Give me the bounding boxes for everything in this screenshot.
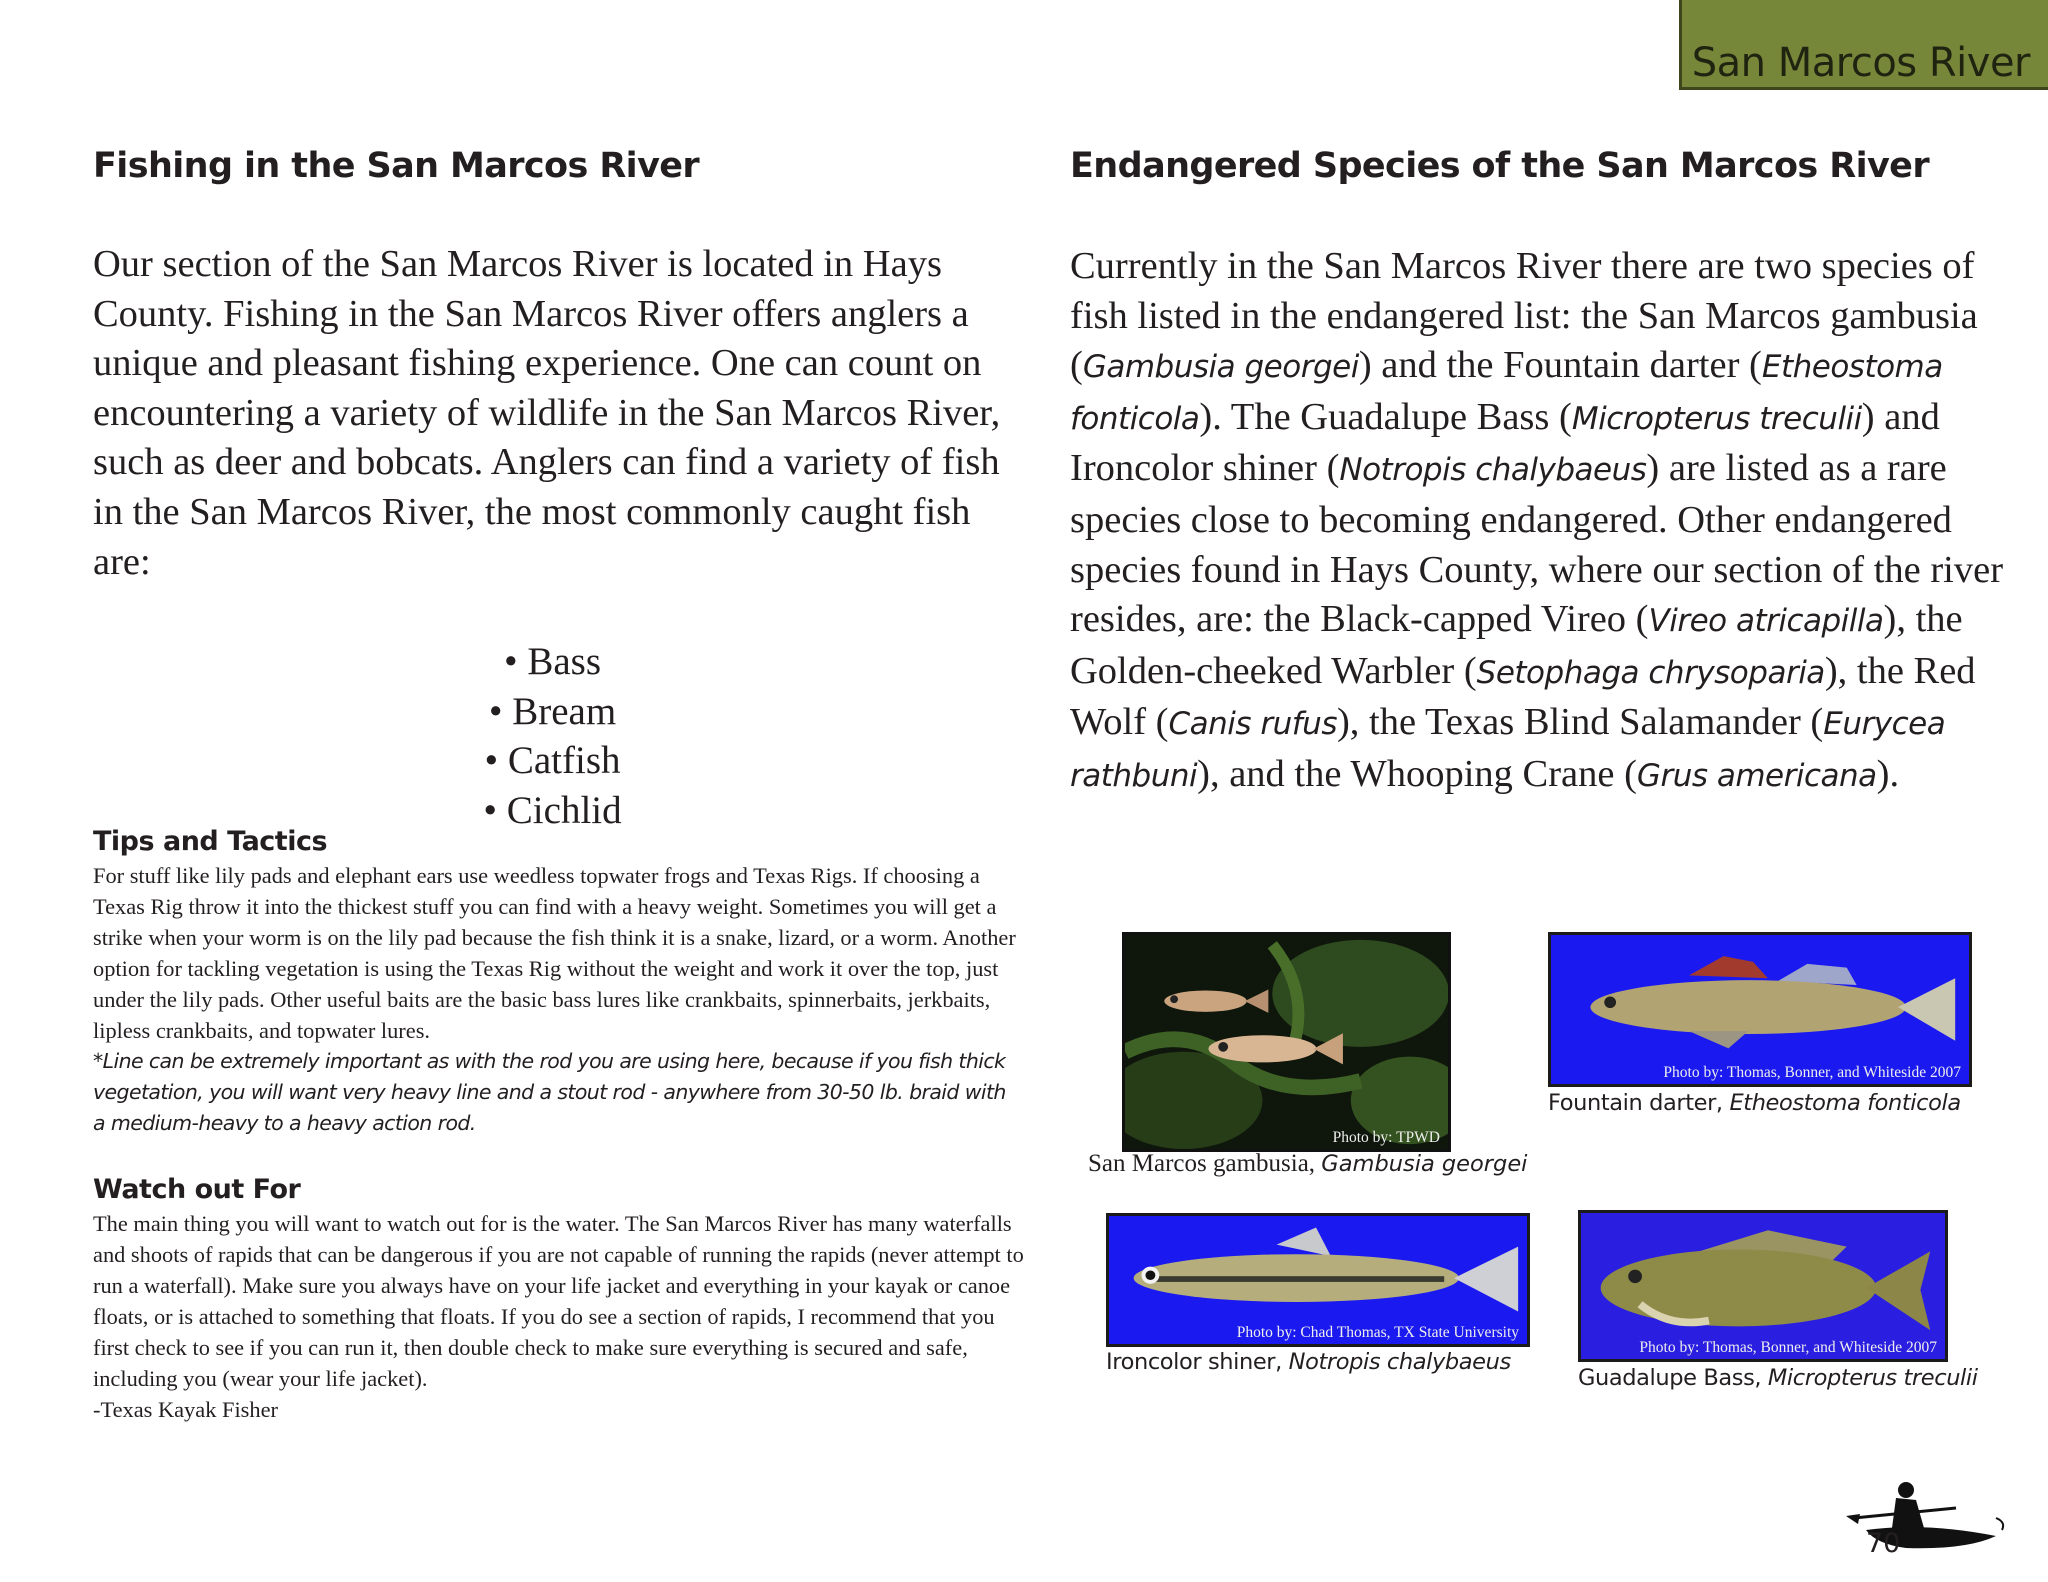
paragraph-text: ), the Texas Blind Salamander ( bbox=[1336, 701, 1824, 744]
caption-common: San Marcos gambusia, bbox=[1088, 1150, 1322, 1177]
shiner-caption bbox=[1106, 1349, 1511, 1375]
species-name: Vireo atricapilla bbox=[1648, 603, 1884, 640]
paragraph-text: ), and the Whooping Crane ( bbox=[1197, 752, 1637, 795]
tips-body bbox=[93, 860, 1023, 1139]
gambusia-caption bbox=[1088, 1150, 1527, 1178]
caption-scientific: Etheostoma fonticola bbox=[1729, 1090, 1961, 1116]
bass-photo bbox=[1578, 1210, 1948, 1362]
darter-image bbox=[1551, 935, 1969, 1084]
paragraph-text: Currently in the San Marcos River there are two species of fish listed in the endangered list: the San Marcos gambusia ( bbox=[1070, 245, 1978, 387]
fishing-heading: Fishing in the San Marcos River bbox=[93, 146, 700, 186]
paragraph-text: ) and Ironcolor shiner ( bbox=[1070, 395, 1940, 490]
paragraph-text: ) and the Fountain darter ( bbox=[1358, 344, 1762, 387]
species-name: Canis rufus bbox=[1168, 706, 1337, 743]
photo-credit: Photo by: Chad Thomas, TX State University bbox=[1236, 1324, 1519, 1341]
shiner-photo bbox=[1106, 1213, 1530, 1347]
watch-body bbox=[93, 1208, 1028, 1425]
list-item: • Catfish bbox=[0, 736, 1105, 786]
page-number: 70 bbox=[1866, 1528, 1901, 1559]
caption-scientific: Micropterus treculii bbox=[1767, 1365, 1978, 1391]
list-item: • Cichlid bbox=[0, 786, 1105, 836]
gambusia-photo bbox=[1122, 932, 1451, 1152]
paragraph-text: ) are listed as a rare species close to becoming endangered. Other endangered species found in Hays County, where our section of the river resides, are: the Black-capped Vireo ( bbox=[1070, 447, 2004, 641]
watch-heading: Watch out For bbox=[93, 1174, 301, 1205]
caption-common: Guadalupe Bass, bbox=[1578, 1365, 1768, 1391]
bass-caption bbox=[1578, 1365, 1978, 1391]
endangered-heading: Endangered Species of the San Marcos River bbox=[1070, 146, 1929, 186]
list-item: • Bass bbox=[0, 637, 1105, 687]
watch-signature: -Texas Kayak Fisher bbox=[93, 1397, 278, 1422]
darter-photo bbox=[1548, 932, 1972, 1087]
photo-credit: Photo by: TPWD bbox=[1332, 1129, 1440, 1146]
list-item: • Bream bbox=[0, 687, 1105, 737]
caption-scientific: Notropis chalybaeus bbox=[1288, 1349, 1511, 1375]
species-name: Eurycea rathbuni bbox=[1070, 706, 1946, 794]
caption-scientific: Gambusia georgei bbox=[1321, 1151, 1528, 1177]
species-name: Etheostoma fonticola bbox=[1070, 349, 1943, 437]
photo-credit: Photo by: Thomas, Bonner, and Whiteside 2007 bbox=[1663, 1064, 1961, 1081]
fishing-intro: Our section of the San Marcos River is located in Hays County. Fishing in the San Marcos River offers anglers a unique and pleasant fishing experience. One can count on encountering a variety of wildlife in the San Marcos River, such as deer and bobcats. Anglers can find a variety of fish in the San Marcos River, the most commonly caught fish are: bbox=[93, 243, 1001, 583]
darter-caption bbox=[1548, 1090, 1961, 1116]
paragraph-text: ). bbox=[1876, 752, 1900, 795]
species-name: Grus americana bbox=[1636, 757, 1877, 794]
tips-heading: Tips and Tactics bbox=[93, 826, 328, 857]
photo-credit: Photo by: Thomas, Bonner, and Whiteside 2007 bbox=[1639, 1339, 1937, 1356]
species-name: Micropterus treculii bbox=[1571, 400, 1862, 437]
bass-image bbox=[1581, 1213, 1945, 1359]
caption-common: Ironcolor shiner, bbox=[1106, 1349, 1289, 1375]
fish-list bbox=[0, 637, 1105, 835]
tips-note: *Line can be extremely important as with the rod you are using here, because if you fish thick vegetation, you will want very heavy line and a stout rod - anywhere from 30-50 lb. braid with a medium-heavy to a heavy action rod. bbox=[93, 1049, 1006, 1135]
endangered-paragraph bbox=[1070, 242, 2020, 802]
paragraph-text: ). The Guadalupe Bass ( bbox=[1199, 395, 1572, 438]
species-name: Setophaga chrysoparia bbox=[1476, 654, 1825, 691]
species-name: Gambusia georgei bbox=[1082, 349, 1359, 386]
paragraph-text: ), the Golden-cheeked Warbler ( bbox=[1070, 598, 1963, 692]
species-name: Notropis chalybaeus bbox=[1339, 452, 1647, 489]
watch-text: The main thing you will want to watch out for is the water. The San Marcos River has many waterfalls and shoots of rapids that can be dangerous if you are not capable of running the rapids (never attempt to run a waterfall). Make sure you always have on your life jacket and everything in your kayak or canoe floats, or is attached to something that floats. If you do see a section of rapids, I recommend that you first check to see if you can run it, then double check to make sure everything is secured and safe, including you (wear your life jacket). bbox=[93, 1211, 1024, 1391]
paragraph-text: ), the Red Wolf ( bbox=[1070, 649, 1976, 744]
section-tab bbox=[1679, 0, 2048, 90]
caption-common: Fountain darter, bbox=[1548, 1090, 1730, 1116]
section-tab-label: San Marcos River bbox=[1691, 40, 2030, 86]
gambusia-image bbox=[1125, 935, 1448, 1149]
tips-text: For stuff like lily pads and elephant ears use weedless topwater frogs and Texas Rigs. If choosing a Texas Rig throw it into the thickest stuff you can find with a heavy weight. Sometimes you will get a strike when your worm is on the lily pad because the fish think it is a snake, lizard, or a worm. Another option for tackling vegetation is using the Texas Rig without the weight and work it over the top, just under the lily pads. Other useful baits are the basic bass lures like crankbaits, spinnerbaits, jerkbaits, lipless crankbaits, and topwater lures. bbox=[93, 863, 1016, 1043]
